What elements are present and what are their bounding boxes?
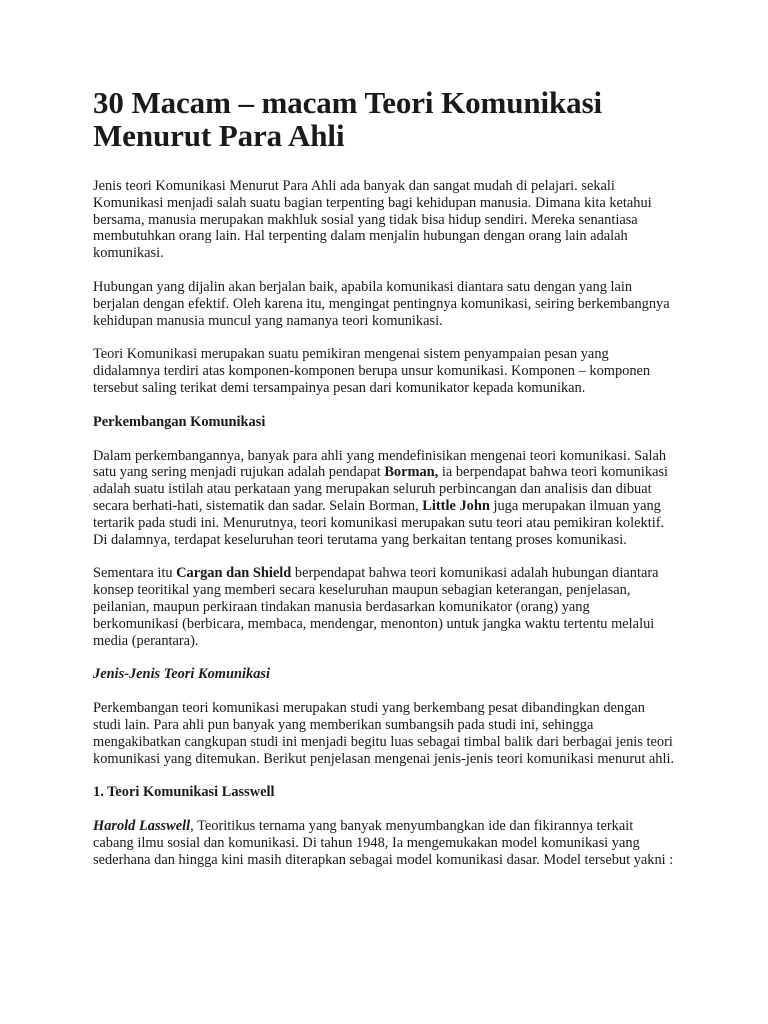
text-run: berpendapat bahwa teori komunikasi adalah hubungan diantara konsep teoritikal yang memberi secara keseluruhan maupun sebagian keterangan, penjelasan, peilanian, maupun perkiraan tindakan manusia berdasarkan komunikator (orang) yang berkomunikasi (berbicara, membaca, mendengar, menonton) untuk jangka waktu tertentu melalui media (perantara). [93,565,659,649]
name-borman: Borman, [384,464,439,481]
text-run: , Teoritikus ternama yang banyak menyumbangkan ide dan fikirannya terkait cabang ilmu sosial dan komunikasi. Di tahun 1948, Ia mengemukakan model komunikasi yang sederhana dan hingga kini masih diterapkan sebagai model komunikasi dasar. Model tersebut yakni : [93,818,674,868]
name-little-john: Little John [422,497,490,514]
text-run: Sementara itu [93,565,177,582]
name-harold-lasswell: Harold Lasswell [93,818,191,835]
section1-paragraph-2 [93,565,676,649]
name-cargan-shield: Cargan dan Shield [176,565,292,582]
section-heading-jenis: Jenis-Jenis Teori Komunikasi [93,666,270,683]
section2-paragraph-1: Perkembangan teori komunikasi merupakan studi yang berkembang pesat dibandingkan dengan studi lain. Para ahli pun banyak yang memberikan sumbangsih pada studi ini, sehingga mengakibatkan cangkupan studi ini menjadi begitu luas sebagai timbal balik dari berbagai jenis teori komunikasi yang ditemukan. Berikut penjelasan mengenai jenis-jenis teori komunikasi menurut ahli. [93,700,675,767]
section-heading-perkembangan: Perkembangan Komunikasi [93,413,266,430]
document-title: 30 Macam – macam Teori Komunikasi Menurut Para Ahli [93,85,603,153]
text-run: Dalam perkembangannya, banyak para ahli yang mendefinisikan mengenai teori komunikasi. Salah satu yang sering menjadi rujukan adalah pendapat [93,447,667,481]
text-run: ia berpendapat bahwa teori komunikasi adalah suatu istilah atau perkataan yang merupakan seluruh perbincangan dan analisis dan dibuat secara berhati-hati, sistematik dan sadar. Selain Borman, [93,464,669,514]
section1-paragraph-1 [93,448,676,549]
text-run: juga merupakan ilmuan yang tertarik pada studi ini. Menurutnya, teori komunikasi merupakan sutu teori atau pemikiran kolektif. Di dalamnya, terdapat keseluruhan teori terutama yang berkaitan tentang proses komunikasi. [93,497,665,548]
intro-paragraph-1: Jenis teori Komunikasi Menurut Para Ahli ada banyak dan sangat mudah di pelajari. sekali Komunikasi menjadi salah suatu bagian terpenting bagi kehidupan manusia. Dimana kita ketahui bersama, manusia merupakan makhluk sosial yang tidak bisa hidup sendiri. Mereka senantiasa membutuhkan orang lain. Hal terpenting dalam menjalin hubungan dengan orang lain adalah komunikasi. [93,178,652,262]
section-heading-lasswell: 1. Teori Komunikasi Lasswell [93,784,275,801]
intro-paragraph-3: Teori Komunikasi merupakan suatu pemikiran mengenai sistem penyampaian pesan yang didalamnya terdiri atas komponen-komponen berupa unsur komunikasi. Komponen – komponen tersebut saling terikat demi tersampainya pesan dari komunikator kepada komunikan. [93,346,651,396]
intro-paragraph-2: Hubungan yang dijalin akan berjalan baik, apabila komunikasi diantara satu dengan yang lain berjalan dengan efektif. Oleh karena itu, mengingat pentingnya komunikasi, seiring berkembangnya kehidupan manusia muncul yang namanya teori komunikasi. [93,278,670,329]
section3-paragraph-1 [93,818,676,868]
